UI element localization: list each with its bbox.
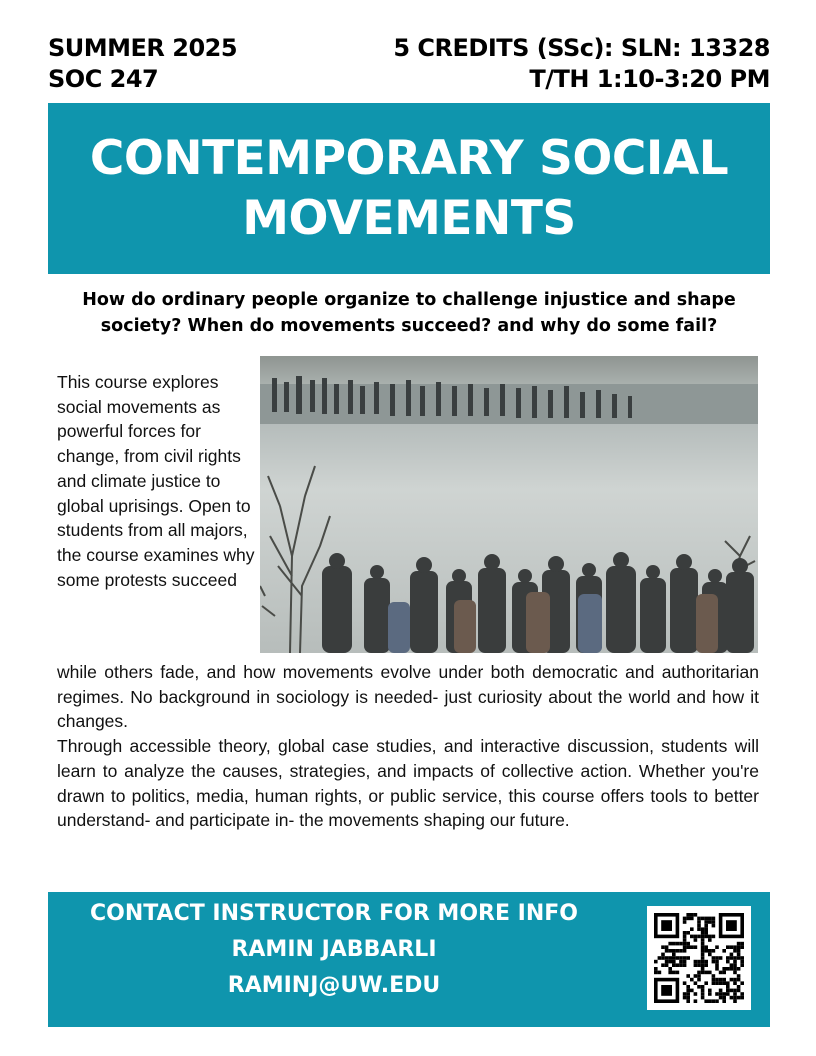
contact-footer xyxy=(48,892,770,1027)
schedule-label: T/TH 1:10-3:20 PM xyxy=(529,65,770,93)
contact-info xyxy=(48,896,620,1004)
header-right xyxy=(393,33,770,95)
header-left xyxy=(48,33,237,95)
contact-cta: CONTACT INSTRUCTOR FOR MORE INFO xyxy=(90,901,578,926)
description-body xyxy=(57,660,759,833)
lead-question: How do ordinary people organize to challenge injustice and shape society? When do movements succeed? and why do some fail? xyxy=(82,290,736,336)
course-code: SOC 247 xyxy=(48,65,159,93)
instructor-email[interactable]: RAMINJ@UW.EDU xyxy=(227,973,441,998)
credits-label: 5 CREDITS (SSc): SLN: 13328 xyxy=(393,34,770,62)
description-paragraph-2: Through accessible theory, global case studies, and interactive discussion, students will learn to analyze the causes, strategies, and impacts of collective action. Whether you're drawn to politics, media, human rights, or public service, this course offers tools to better understand- and participate in- the movements shaping our future. xyxy=(57,736,759,831)
instructor-name: RAMIN JABBARLI xyxy=(231,937,437,962)
course-title: CONTEMPORARY SOCIAL MOVEMENTS xyxy=(89,130,729,246)
qr-code-icon[interactable] xyxy=(647,906,751,1010)
protest-photo xyxy=(260,356,758,653)
term-label: SUMMER 2025 xyxy=(48,34,238,62)
title-banner xyxy=(48,103,770,274)
intro-text: This course explores social movements as powerful forces for change, from civil rights and climate justice to global uprisings. Open to students from all majors, the course examines why some protests succeed xyxy=(57,372,255,590)
description-continuation: while others fade, and how movements evolve under both democratic and authoritarian regimes. No background in sociology is needed- just curiosity about the world and how it changes. xyxy=(57,662,759,732)
